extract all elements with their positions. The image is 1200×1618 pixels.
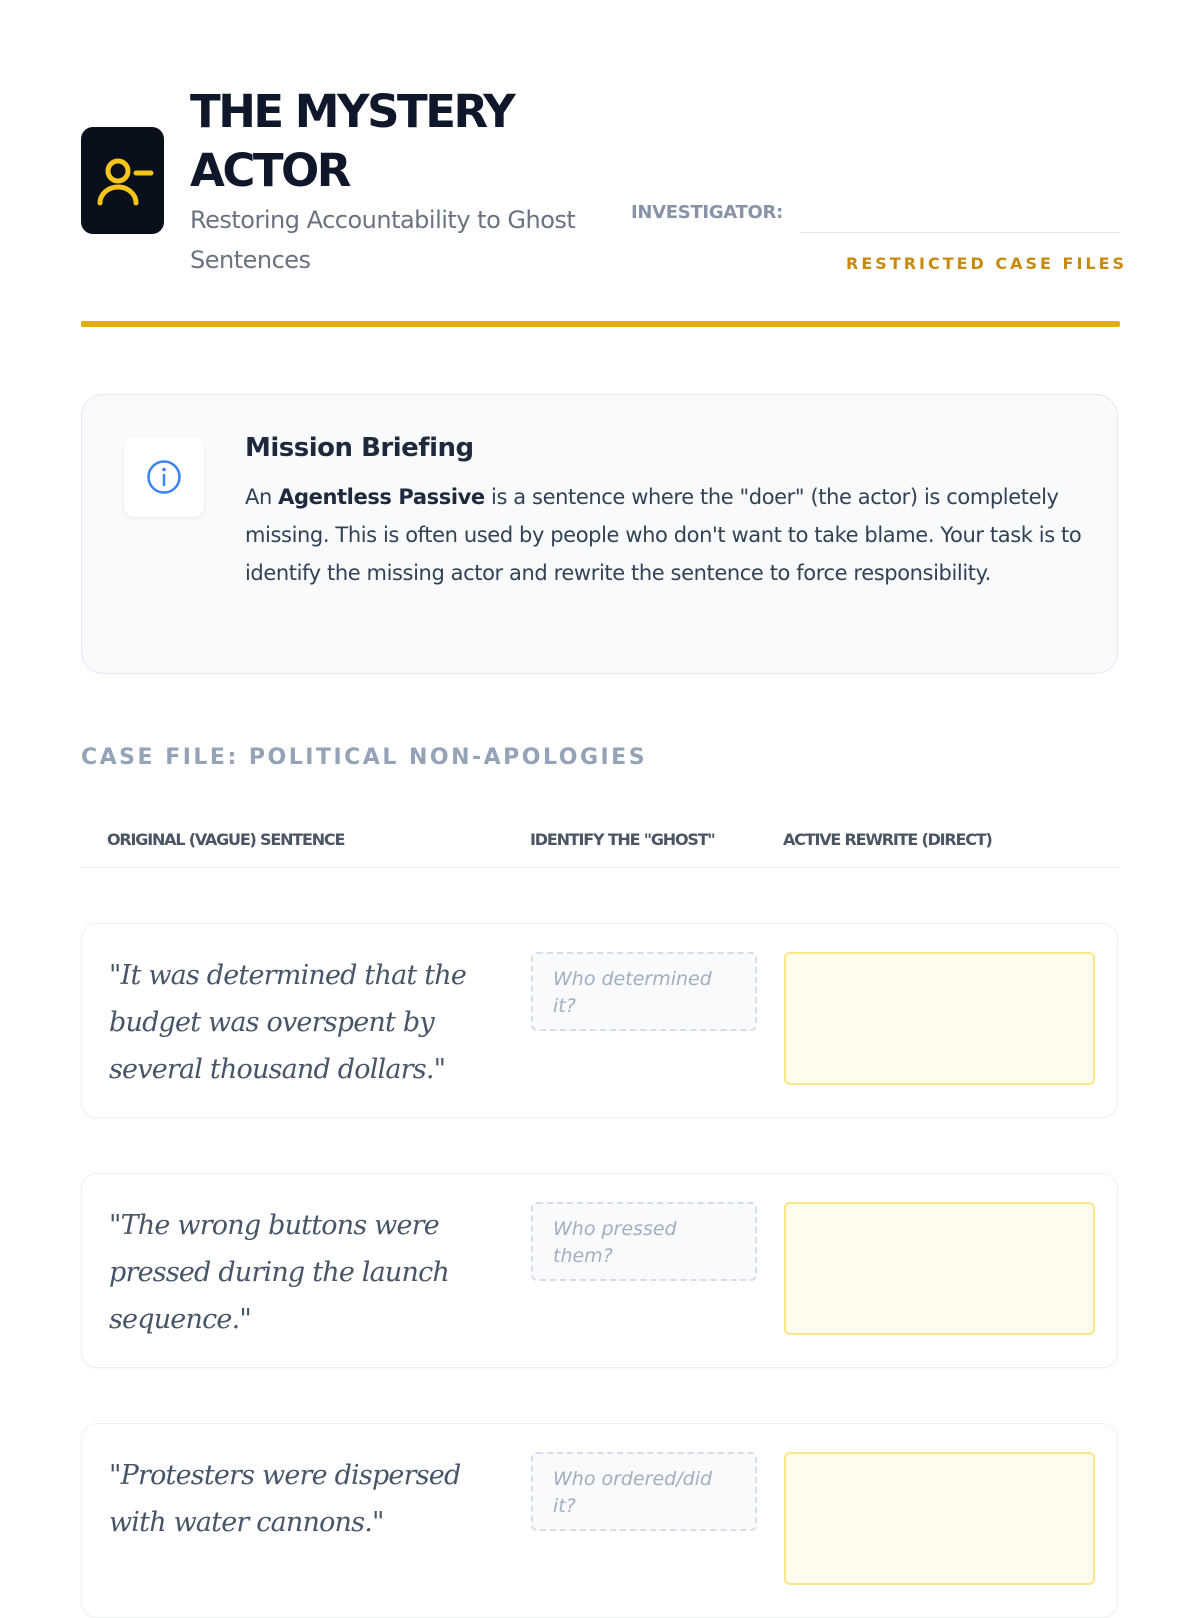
header-divider	[81, 321, 1120, 327]
briefing-text	[245, 478, 1085, 592]
case-row	[81, 1173, 1118, 1368]
page-subtitle: Restoring Accountability to Ghost Sentences	[190, 206, 576, 274]
column-header-ghost: IDENTIFY THE "GHOST"	[530, 830, 715, 849]
page-title	[190, 82, 513, 200]
column-header-original: ORIGINAL (VAGUE) SENTENCE	[107, 830, 345, 849]
rewrite-input[interactable]	[784, 1452, 1095, 1585]
info-icon-box	[124, 437, 204, 517]
column-header-rewrite: ACTIVE REWRITE (DIRECT)	[783, 830, 992, 849]
investigator-label: INVESTIGATOR:	[631, 202, 783, 223]
logo	[81, 127, 164, 234]
ghost-input[interactable]	[531, 1202, 757, 1281]
original-sentence: "It was determined that the budget was overspent by several thousand dollars."	[109, 960, 467, 1085]
briefing-term: Agentless Passive	[278, 485, 485, 509]
case-file-title: CASE FILE: POLITICAL NON-APOLOGIES	[81, 745, 648, 770]
briefing-text-before: An	[245, 485, 279, 509]
original-sentence: "The wrong buttons were pressed during the launch sequence."	[109, 1210, 450, 1335]
title-line-2: ACTOR	[190, 144, 349, 197]
ghost-input[interactable]	[531, 1452, 757, 1531]
investigator-field[interactable]	[801, 232, 1120, 233]
rewrite-input[interactable]	[784, 1202, 1095, 1335]
ghost-input[interactable]	[531, 952, 757, 1031]
title-line-1: THE MYSTERY	[190, 85, 514, 138]
rewrite-input[interactable]	[784, 952, 1095, 1085]
restricted-badge: RESTRICTED CASE FILES	[846, 254, 1128, 273]
table-header-divider	[81, 867, 1120, 868]
case-row	[81, 1423, 1118, 1618]
info-icon	[145, 458, 183, 496]
original-sentence: "Protesters were dispersed with water cannons."	[109, 1460, 461, 1538]
case-row	[81, 923, 1118, 1118]
user-minus-icon	[88, 146, 158, 216]
mission-briefing	[81, 394, 1118, 674]
briefing-text-after: is a sentence where the "doer" (the actor) is completely missing. This is often used by people who don't want to take blame. Your task is to identify the missing actor and rewrite the sentence to force responsibility.	[245, 485, 1082, 585]
briefing-title: Mission Briefing	[245, 433, 474, 463]
